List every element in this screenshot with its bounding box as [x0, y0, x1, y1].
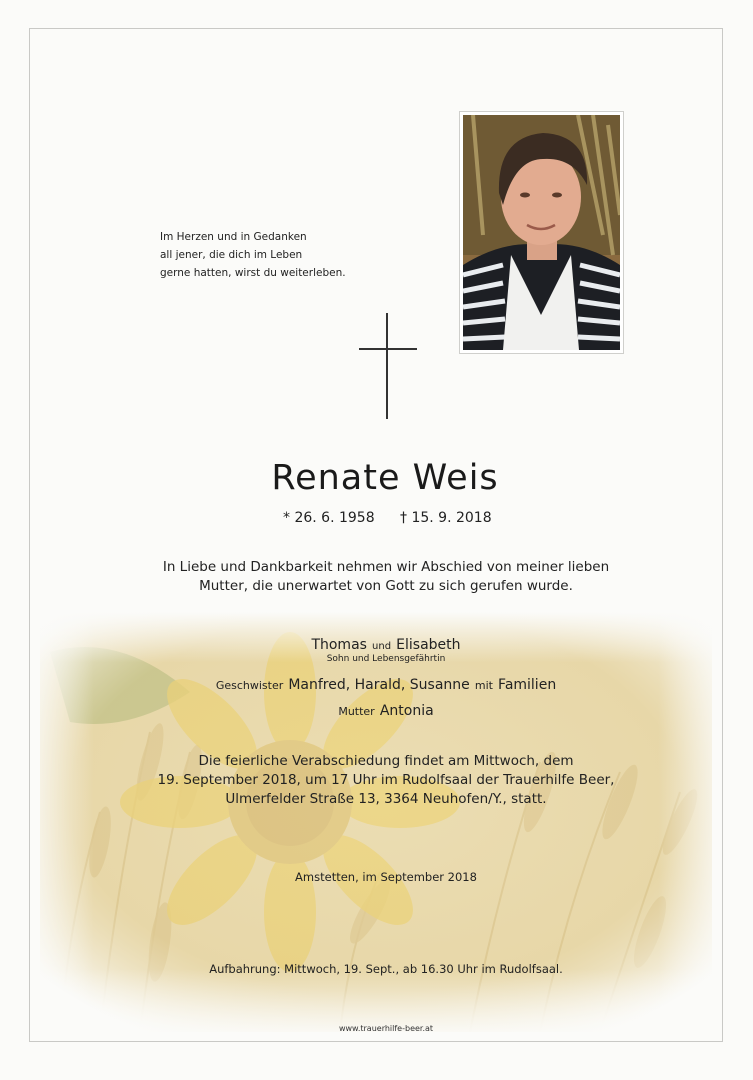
memorial-quote: [160, 228, 390, 282]
son-caption: Sohn und Lebensgefährtin: [326, 654, 446, 664]
life-dates: [283, 510, 523, 526]
website-url: www.trauerhilfe-beer.at: [338, 1024, 434, 1033]
viewing-info: Aufbahrung: Mittwoch, 19. Sept., ab 16.30 Uhr im Rudolfsaal.: [209, 962, 563, 976]
partner-name: Elisabeth: [396, 637, 461, 653]
intro-line: In Liebe und Dankbarkeit nehmen wir Abschied von meiner lieben: [162, 559, 610, 575]
farewell-line: Die feierliche Verabschiedung findet am Mittwoch, dem: [198, 753, 574, 769]
intro-text: [130, 558, 642, 596]
place-date: Amstetten, im September 2018: [295, 870, 477, 884]
farewell-line: Ulmerfelder Straße 13, 3364 Neuhofen/Y., statt.: [225, 791, 547, 807]
deceased-name: Renate Weis: [271, 458, 499, 498]
quote-line: all jener, die dich im Leben: [160, 249, 303, 261]
relatives-mother: [130, 700, 642, 719]
siblings-names: Manfred, Harald, Susanne: [288, 677, 470, 693]
relatives-son: [130, 634, 642, 653]
quote-line: Im Herzen und in Gedanken: [160, 231, 307, 243]
intro-line: Mutter, die unerwartet von Gott zu sich gerufen wurde.: [199, 578, 573, 594]
mother-prefix: Mutter: [338, 705, 375, 718]
siblings-mit: mit: [474, 679, 493, 692]
farewell-text: [130, 752, 642, 809]
farewell-line: 19. September 2018, um 17 Uhr im Rudolfsaal der Trauerhilfe Beer,: [157, 772, 615, 788]
portrait-photo: [459, 111, 624, 354]
birth-date: * 26. 6. 1958: [283, 510, 375, 526]
siblings-suffix: Familien: [498, 677, 557, 693]
son-name: Thomas: [311, 637, 367, 653]
siblings-prefix: Geschwister: [215, 679, 284, 692]
death-date: † 15. 9. 2018: [400, 510, 492, 526]
quote-line: gerne hatten, wirst du weiterleben.: [160, 267, 346, 279]
mother-name: Antonia: [379, 703, 434, 719]
conjunction: und: [372, 641, 392, 652]
cross-icon-bar: [359, 348, 417, 350]
relatives-siblings: [130, 674, 642, 693]
cross-icon: [386, 313, 388, 419]
